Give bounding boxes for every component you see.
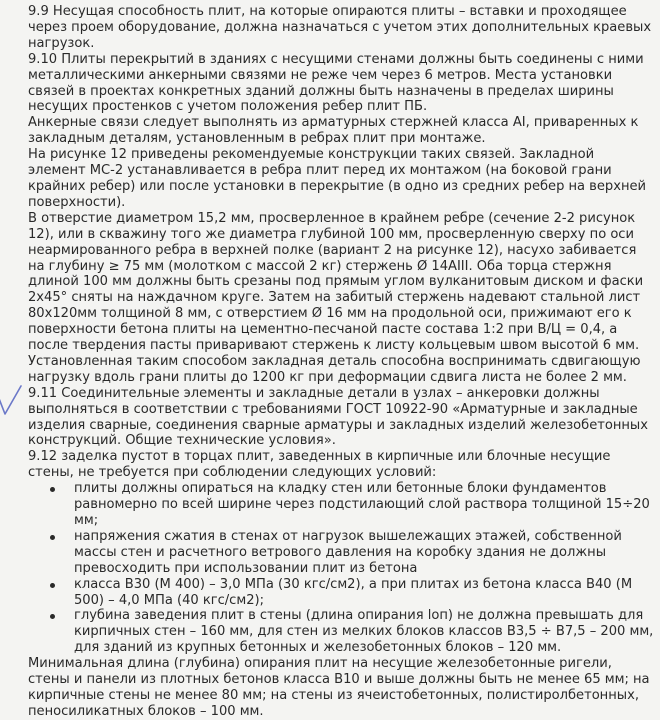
bullet-icon — [50, 614, 55, 619]
conditions-list — [28, 481, 654, 656]
paragraph-figure-12: На рисунке 12 приведены рекомендуемые конструкции таких связей. Закладной элемент МС-2 устанавливается в ребра плит перед их монтажом (на боковой грани крайних ребер) или после установки в перекрытие (в одно из средних ребер на верхней поверхности). — [28, 147, 647, 210]
paragraph-drilling: В отверстие диаметром 15,2 мм, просверленное в крайнем ребре (сечение 2-2 рисунок 12), или в скважину того же диаметра глубиной 100 мм, просверленную сверху по оси неармированного ребра в верхней полке (вариант 2 на рисунке 12), насухо забивается на глубину ≥ 75 мм (молотком с массой 2 кг) стержень Ø 14AIII. Оба торца стержня длиной 100 мм должны быть срезаны под прямым углом вулканитовым диском и фаски 2х45° сняты на наждачном круге. Затем на забитый стержень надевают стальной лист 80х120мм толщиной 8 мм, с отверстием Ø 16 мм на продольной оси, прижимают его к поверхности бетона плиты на цементно-песчаной пасте состава 1:2 при В/Ц = 0,4, а после твердения пасты приваривают стержень к листу кольцевым швом высотой 6 мм. — [28, 210, 644, 354]
paragraph-9-11: 9.11 Соединительные элементы и закладные детали в узлах – анкеровки должны выполняться в соответствии с требованиями ГОСТ 10922-90 «Арматурные и закладные изделия сварные, соединения сварные арматуры и закладных изделий железобетонных конструкций. Общие технические условия». — [28, 385, 648, 449]
list-item-text: класса В30 (М 400) – 3,0 МПа (30 кгс/см2), а при плитах из бетона класса В40 (М 500) – 4,0 МПа (40 кгс/см2); — [74, 576, 633, 608]
list-item — [28, 529, 654, 577]
paragraph-9-9: 9.9 Несущая способность плит, на которые опираются плиты – вставки и проходящее через проем оборудование, должна назначаться с учетом этих дополнительных краевых нагрузок. — [28, 4, 652, 51]
bullet-icon — [50, 487, 55, 492]
document-text — [28, 4, 654, 720]
paragraph-anchor-ties: Анкерные связи следует выполнять из арматурных стержней класса AI, приваренных к закладным деталям, установленным в ребрах плит при монтаже. — [28, 115, 639, 147]
list-item — [28, 608, 654, 656]
list-item — [28, 481, 654, 529]
list-item-text: глубина заведения плит в стены (длина опирания lоп) не должна превышать для кирпичных стен – 160 мм, для стен из мелких блоков классов В3,5 ÷ В7,5 – 200 мм, для зданий из крупных бетонных и железобетонных блоков – 120 мм. — [74, 608, 654, 656]
bullet-icon — [50, 583, 55, 588]
paragraph-min-support: Минимальная длина (глубина) опирания плит на несущие железобетонные ригели, стены и панели из плотных бетонов класса В10 и выше должны быть не менее 65 мм; на кирпичные стены не менее 80 мм; на стены из ячеистобетонных, полистиролбетонных, пеносиликатных блоков – 100 мм. — [28, 656, 650, 719]
list-item-text: плиты должны опираться на кладку стен или бетонные блоки фундаментов равномерно по всей ширине через подстилающий слой раствора толщиной 15÷20 мм; — [74, 481, 650, 528]
paragraph-shear-load: Установленная таким способом закладная деталь способна воспринимать сдвигающую нагрузку вдоль грани плиты до 1200 кг при деформации сдвига листа не более 2 мм. — [28, 353, 641, 385]
list-item — [28, 577, 654, 609]
paragraph-9-10: 9.10 Плиты перекрытий в зданиях с несущими стенами должны быть соединены с ними металлическими анкерными связями не реже чем через 6 метров. Места установки связей в проектах конкретных зданий должны быть назначены в пределах ширины несущих простенков с учетом положения ребер плит ПБ. — [28, 51, 644, 115]
paragraph-9-12: 9.12 заделка пустот в торцах плит, заведенных в кирпичные или блочные несущие стены, не требуется при соблюдении следующих условий: — [28, 449, 611, 481]
bullet-icon — [50, 535, 55, 540]
check-mark-icon — [0, 384, 24, 418]
list-item-text: напряжения сжатия в стенах от нагрузок вышележащих этажей, собственной массы стен и расчетного ветрового давления на коробку здания не должны превосходить при использовании плит из бетона — [74, 528, 622, 576]
